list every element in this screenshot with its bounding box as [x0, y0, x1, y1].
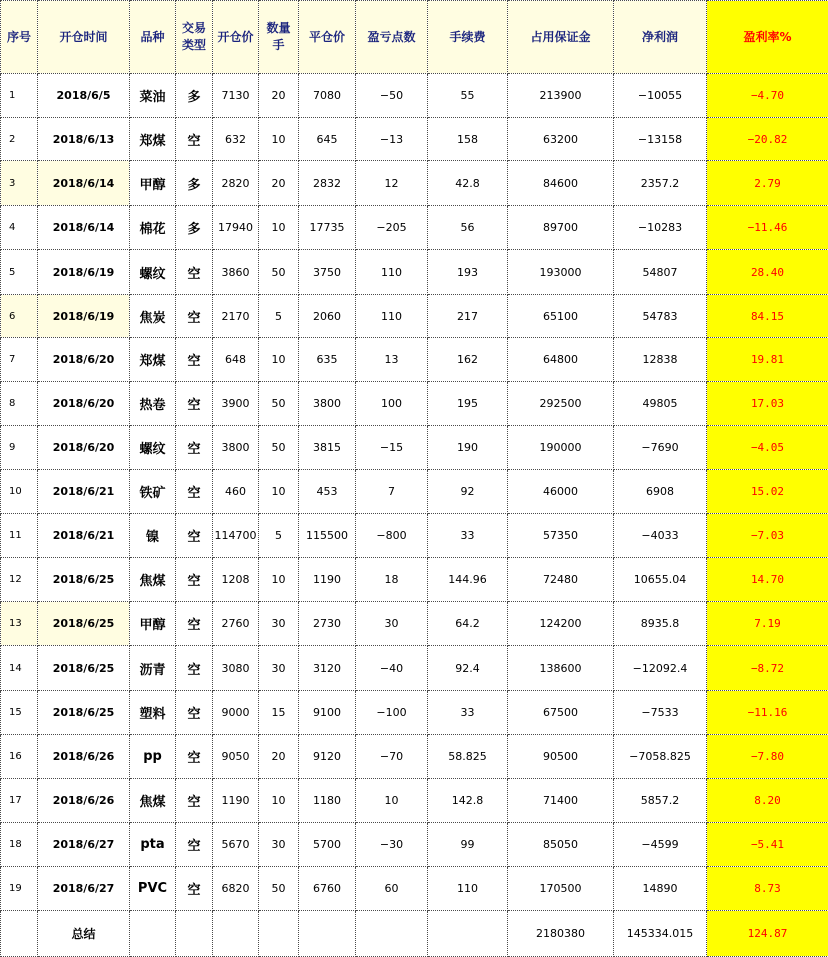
cell-net-profit: 49805 [614, 382, 707, 426]
cell-net-profit: 5857.2 [614, 779, 707, 823]
cell-index: 2 [1, 118, 38, 161]
cell-open-price: 648 [213, 338, 259, 382]
cell-open-time: 2018/6/27 [38, 823, 130, 867]
cell-trade-type: 多 [176, 74, 213, 118]
cell-product: 镍 [130, 514, 176, 558]
cell-product: 菜油 [130, 74, 176, 118]
cell-lots: 10 [259, 470, 299, 514]
cell-margin: 63200 [508, 118, 614, 161]
cell-open-price: 9000 [213, 691, 259, 735]
cell-open-time: 2018/6/19 [38, 295, 130, 338]
cell-open-time: 2018/6/20 [38, 382, 130, 426]
cell-fee: 58.825 [428, 735, 508, 779]
table-row [1, 161, 828, 206]
cell-fee: 92 [428, 470, 508, 514]
table-row [1, 691, 828, 735]
header-fee: 手续费 [428, 1, 508, 74]
cell-margin: 193000 [508, 250, 614, 295]
cell-close-price: 1180 [299, 779, 356, 823]
table-row [1, 295, 828, 338]
cell-lots: 10 [259, 206, 299, 250]
cell-index: 8 [1, 382, 38, 426]
cell-points: −13 [356, 118, 428, 161]
cell-net-profit: −4599 [614, 823, 707, 867]
cell-index: 10 [1, 470, 38, 514]
cell-points: 18 [356, 558, 428, 602]
cell-product: pta [130, 823, 176, 867]
cell-points: −15 [356, 426, 428, 470]
cell-rate: 19.81 [707, 338, 828, 382]
cell-open-time: 2018/6/20 [38, 338, 130, 382]
cell-lots: 10 [259, 779, 299, 823]
cell-margin: 90500 [508, 735, 614, 779]
cell-index: 4 [1, 206, 38, 250]
total-empty [1, 911, 38, 957]
cell-index: 15 [1, 691, 38, 735]
cell-trade-type: 空 [176, 735, 213, 779]
cell-rate: 17.03 [707, 382, 828, 426]
cell-index: 6 [1, 295, 38, 338]
cell-net-profit: 8935.8 [614, 602, 707, 646]
cell-margin: 57350 [508, 514, 614, 558]
cell-rate: 7.19 [707, 602, 828, 646]
cell-open-time: 2018/6/26 [38, 779, 130, 823]
cell-margin: 292500 [508, 382, 614, 426]
cell-product: 棉花 [130, 206, 176, 250]
cell-points: 110 [356, 295, 428, 338]
cell-trade-type: 空 [176, 779, 213, 823]
cell-margin: 72480 [508, 558, 614, 602]
cell-lots: 20 [259, 74, 299, 118]
cell-trade-type: 多 [176, 161, 213, 206]
cell-trade-type: 空 [176, 558, 213, 602]
cell-rate: −4.05 [707, 426, 828, 470]
total-empty [299, 911, 356, 957]
cell-close-price: 115500 [299, 514, 356, 558]
total-empty [213, 911, 259, 957]
cell-product: 甲醇 [130, 602, 176, 646]
cell-open-time: 2018/6/27 [38, 867, 130, 911]
cell-rate: 28.40 [707, 250, 828, 295]
cell-open-time: 2018/6/21 [38, 514, 130, 558]
cell-open-price: 2170 [213, 295, 259, 338]
cell-product: 铁矿 [130, 470, 176, 514]
cell-product: 热卷 [130, 382, 176, 426]
cell-points: 7 [356, 470, 428, 514]
header-rate: 盈利率% [707, 1, 828, 74]
cell-margin: 64800 [508, 338, 614, 382]
cell-open-time: 2018/6/25 [38, 691, 130, 735]
total-label: 总结 [38, 911, 130, 957]
cell-fee: 33 [428, 691, 508, 735]
cell-net-profit: 10655.04 [614, 558, 707, 602]
cell-fee: 162 [428, 338, 508, 382]
cell-lots: 5 [259, 514, 299, 558]
cell-lots: 30 [259, 823, 299, 867]
cell-net-profit: −13158 [614, 118, 707, 161]
cell-product: 焦炭 [130, 295, 176, 338]
cell-margin: 84600 [508, 161, 614, 206]
cell-lots: 20 [259, 161, 299, 206]
cell-lots: 50 [259, 426, 299, 470]
cell-net-profit: −10283 [614, 206, 707, 250]
cell-open-time: 2018/6/25 [38, 558, 130, 602]
cell-rate: 14.70 [707, 558, 828, 602]
cell-open-time: 2018/6/19 [38, 250, 130, 295]
cell-points: −100 [356, 691, 428, 735]
cell-open-price: 114700 [213, 514, 259, 558]
cell-close-price: 9100 [299, 691, 356, 735]
cell-fee: 142.8 [428, 779, 508, 823]
cell-open-time: 2018/6/14 [38, 161, 130, 206]
cell-close-price: 1190 [299, 558, 356, 602]
cell-open-price: 17940 [213, 206, 259, 250]
cell-close-price: 5700 [299, 823, 356, 867]
cell-fee: 64.2 [428, 602, 508, 646]
table-row [1, 646, 828, 691]
cell-close-price: 3800 [299, 382, 356, 426]
cell-net-profit: −7690 [614, 426, 707, 470]
cell-product: 郑煤 [130, 338, 176, 382]
cell-net-profit: −7058.825 [614, 735, 707, 779]
cell-product: 焦煤 [130, 558, 176, 602]
total-net-profit: 145334.015 [614, 911, 707, 957]
table-row [1, 382, 828, 426]
cell-net-profit: 14890 [614, 867, 707, 911]
cell-lots: 20 [259, 735, 299, 779]
cell-open-price: 460 [213, 470, 259, 514]
cell-net-profit: −12092.4 [614, 646, 707, 691]
cell-fee: 56 [428, 206, 508, 250]
total-rate: 124.87 [707, 911, 828, 957]
cell-net-profit: −10055 [614, 74, 707, 118]
table-row [1, 779, 828, 823]
cell-index: 18 [1, 823, 38, 867]
total-empty [176, 911, 213, 957]
cell-open-time: 2018/6/14 [38, 206, 130, 250]
cell-rate: 8.73 [707, 867, 828, 911]
cell-open-price: 3080 [213, 646, 259, 691]
header-net-profit: 净利润 [614, 1, 707, 74]
cell-product: pp [130, 735, 176, 779]
total-empty [428, 911, 508, 957]
cell-margin: 190000 [508, 426, 614, 470]
cell-net-profit: 12838 [614, 338, 707, 382]
cell-rate: 8.20 [707, 779, 828, 823]
cell-lots: 5 [259, 295, 299, 338]
cell-rate: −11.46 [707, 206, 828, 250]
table-row [1, 867, 828, 911]
table-row [1, 426, 828, 470]
cell-trade-type: 空 [176, 646, 213, 691]
cell-margin: 67500 [508, 691, 614, 735]
table-row [1, 602, 828, 646]
cell-margin: 138600 [508, 646, 614, 691]
cell-trade-type: 空 [176, 602, 213, 646]
cell-points: 60 [356, 867, 428, 911]
cell-points: −70 [356, 735, 428, 779]
cell-net-profit: 6908 [614, 470, 707, 514]
cell-rate: −7.80 [707, 735, 828, 779]
cell-net-profit: 54783 [614, 295, 707, 338]
cell-product: 螺纹 [130, 250, 176, 295]
cell-product: 沥青 [130, 646, 176, 691]
cell-rate: −11.16 [707, 691, 828, 735]
total-margin: 2180380 [508, 911, 614, 957]
table-row [1, 206, 828, 250]
cell-lots: 10 [259, 118, 299, 161]
total-empty [356, 911, 428, 957]
cell-rate: −7.03 [707, 514, 828, 558]
cell-trade-type: 空 [176, 867, 213, 911]
cell-fee: 158 [428, 118, 508, 161]
cell-rate: 2.79 [707, 161, 828, 206]
table-row [1, 118, 828, 161]
cell-open-price: 632 [213, 118, 259, 161]
cell-open-price: 6820 [213, 867, 259, 911]
cell-fee: 110 [428, 867, 508, 911]
table-row [1, 338, 828, 382]
cell-product: 甲醇 [130, 161, 176, 206]
cell-open-time: 2018/6/26 [38, 735, 130, 779]
cell-margin: 89700 [508, 206, 614, 250]
cell-margin: 170500 [508, 867, 614, 911]
header-product: 品种 [130, 1, 176, 74]
cell-index: 1 [1, 74, 38, 118]
cell-open-time: 2018/6/25 [38, 602, 130, 646]
cell-points: −30 [356, 823, 428, 867]
cell-margin: 71400 [508, 779, 614, 823]
cell-lots: 10 [259, 558, 299, 602]
cell-open-price: 3800 [213, 426, 259, 470]
cell-close-price: 2060 [299, 295, 356, 338]
cell-lots: 30 [259, 602, 299, 646]
cell-points: 12 [356, 161, 428, 206]
cell-net-profit: 2357.2 [614, 161, 707, 206]
cell-trade-type: 空 [176, 514, 213, 558]
cell-margin: 65100 [508, 295, 614, 338]
cell-lots: 50 [259, 382, 299, 426]
cell-rate: −4.70 [707, 74, 828, 118]
table-row [1, 558, 828, 602]
header-open-time: 开仓时间 [38, 1, 130, 74]
cell-fee: 33 [428, 514, 508, 558]
cell-margin: 213900 [508, 74, 614, 118]
cell-index: 12 [1, 558, 38, 602]
cell-points: −40 [356, 646, 428, 691]
cell-index: 16 [1, 735, 38, 779]
total-row [1, 911, 828, 957]
cell-index: 5 [1, 250, 38, 295]
cell-open-price: 5670 [213, 823, 259, 867]
cell-product: 螺纹 [130, 426, 176, 470]
cell-close-price: 2832 [299, 161, 356, 206]
cell-fee: 193 [428, 250, 508, 295]
cell-points: 13 [356, 338, 428, 382]
cell-fee: 195 [428, 382, 508, 426]
cell-product: 焦煤 [130, 779, 176, 823]
cell-close-price: 3750 [299, 250, 356, 295]
cell-net-profit: 54807 [614, 250, 707, 295]
cell-open-price: 1208 [213, 558, 259, 602]
cell-fee: 42.8 [428, 161, 508, 206]
cell-open-price: 1190 [213, 779, 259, 823]
cell-open-time: 2018/6/25 [38, 646, 130, 691]
table-row [1, 470, 828, 514]
cell-trade-type: 空 [176, 426, 213, 470]
cell-product: 塑料 [130, 691, 176, 735]
table-row [1, 250, 828, 295]
cell-open-price: 3900 [213, 382, 259, 426]
cell-fee: 99 [428, 823, 508, 867]
cell-open-price: 3860 [213, 250, 259, 295]
cell-index: 17 [1, 779, 38, 823]
cell-trade-type: 空 [176, 118, 213, 161]
header-row [1, 1, 828, 74]
cell-close-price: 645 [299, 118, 356, 161]
cell-trade-type: 空 [176, 382, 213, 426]
cell-fee: 190 [428, 426, 508, 470]
cell-fee: 55 [428, 74, 508, 118]
cell-rate: −5.41 [707, 823, 828, 867]
cell-points: 30 [356, 602, 428, 646]
table-row [1, 735, 828, 779]
cell-fee: 144.96 [428, 558, 508, 602]
cell-index: 13 [1, 602, 38, 646]
header-lots: 数量 手 [259, 1, 299, 74]
cell-open-price: 7130 [213, 74, 259, 118]
cell-net-profit: −4033 [614, 514, 707, 558]
cell-trade-type: 空 [176, 691, 213, 735]
cell-product: PVC [130, 867, 176, 911]
cell-close-price: 6760 [299, 867, 356, 911]
cell-trade-type: 空 [176, 823, 213, 867]
table-row [1, 823, 828, 867]
cell-lots: 30 [259, 646, 299, 691]
cell-close-price: 9120 [299, 735, 356, 779]
cell-index: 14 [1, 646, 38, 691]
cell-product: 郑煤 [130, 118, 176, 161]
table-row [1, 74, 828, 118]
cell-trade-type: 多 [176, 206, 213, 250]
cell-open-price: 2820 [213, 161, 259, 206]
cell-points: −205 [356, 206, 428, 250]
cell-margin: 85050 [508, 823, 614, 867]
cell-points: 10 [356, 779, 428, 823]
cell-rate: −20.82 [707, 118, 828, 161]
cell-open-time: 2018/6/13 [38, 118, 130, 161]
cell-index: 11 [1, 514, 38, 558]
cell-fee: 92.4 [428, 646, 508, 691]
cell-open-time: 2018/6/21 [38, 470, 130, 514]
cell-points: 110 [356, 250, 428, 295]
cell-margin: 124200 [508, 602, 614, 646]
cell-open-time: 2018/6/20 [38, 426, 130, 470]
cell-open-time: 2018/6/5 [38, 74, 130, 118]
cell-fee: 217 [428, 295, 508, 338]
cell-open-price: 2760 [213, 602, 259, 646]
cell-lots: 50 [259, 250, 299, 295]
header-close-price: 平仓价 [299, 1, 356, 74]
cell-trade-type: 空 [176, 338, 213, 382]
cell-close-price: 2730 [299, 602, 356, 646]
cell-close-price: 3120 [299, 646, 356, 691]
cell-close-price: 453 [299, 470, 356, 514]
cell-rate: −8.72 [707, 646, 828, 691]
cell-close-price: 17735 [299, 206, 356, 250]
cell-lots: 15 [259, 691, 299, 735]
cell-close-price: 3815 [299, 426, 356, 470]
cell-trade-type: 空 [176, 470, 213, 514]
header-index: 序号 [1, 1, 38, 74]
cell-open-price: 9050 [213, 735, 259, 779]
cell-index: 3 [1, 161, 38, 206]
header-points: 盈亏点数 [356, 1, 428, 74]
total-empty [130, 911, 176, 957]
cell-index: 19 [1, 867, 38, 911]
total-empty [259, 911, 299, 957]
cell-lots: 50 [259, 867, 299, 911]
cell-points: 100 [356, 382, 428, 426]
cell-margin: 46000 [508, 470, 614, 514]
cell-trade-type: 空 [176, 295, 213, 338]
header-margin: 占用保证金 [508, 1, 614, 74]
cell-points: −50 [356, 74, 428, 118]
cell-trade-type: 空 [176, 250, 213, 295]
cell-close-price: 635 [299, 338, 356, 382]
table-row [1, 514, 828, 558]
cell-close-price: 7080 [299, 74, 356, 118]
cell-index: 9 [1, 426, 38, 470]
cell-points: −800 [356, 514, 428, 558]
cell-net-profit: −7533 [614, 691, 707, 735]
header-open-price: 开仓价 [213, 1, 259, 74]
header-trade-type: 交易 类型 [176, 1, 213, 74]
cell-rate: 15.02 [707, 470, 828, 514]
cell-lots: 10 [259, 338, 299, 382]
cell-rate: 84.15 [707, 295, 828, 338]
cell-index: 7 [1, 338, 38, 382]
